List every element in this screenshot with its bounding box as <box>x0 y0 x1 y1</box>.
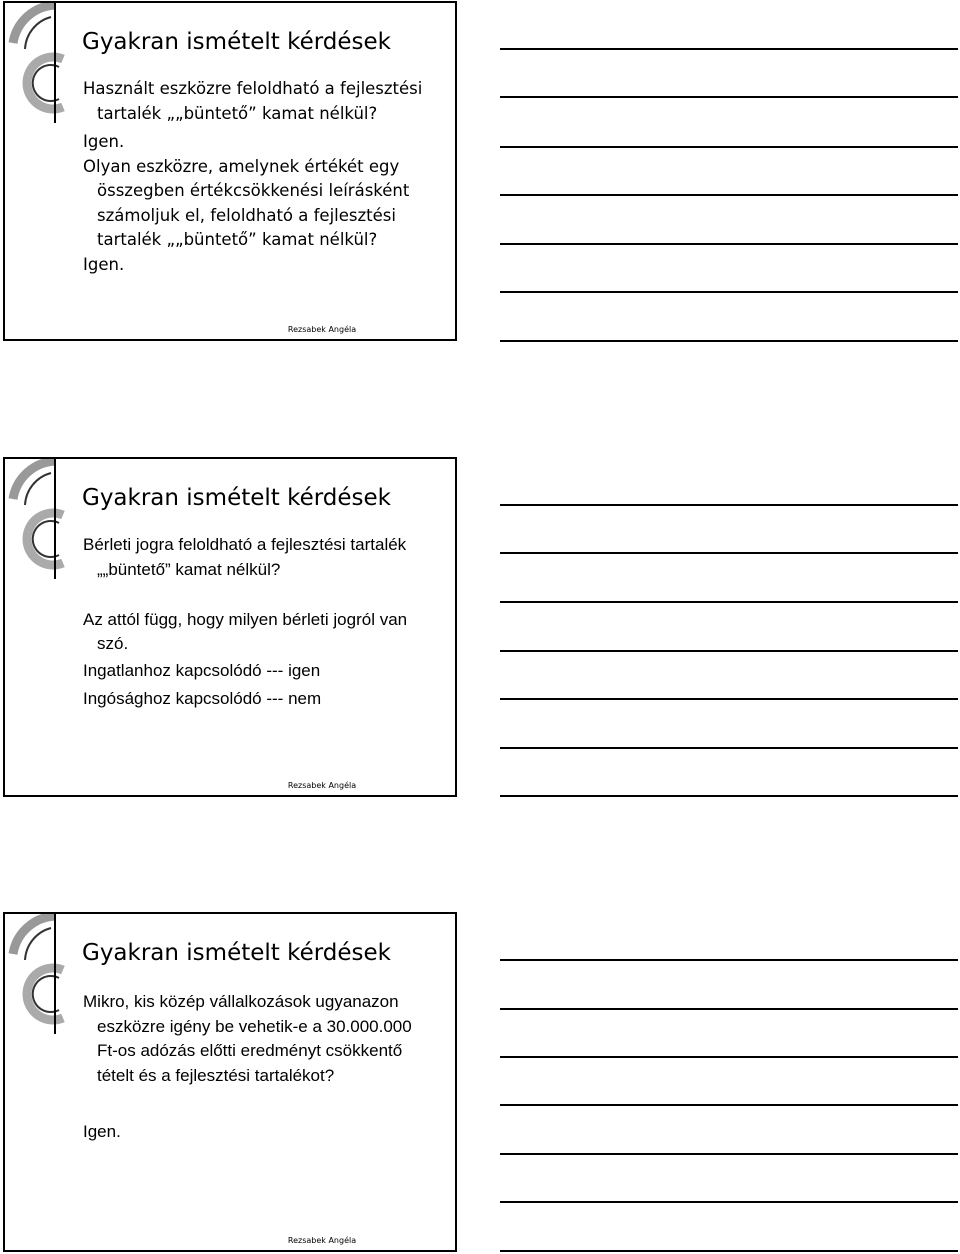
body-line: Igen. <box>83 132 125 151</box>
note-line <box>500 504 958 506</box>
note-line <box>500 48 958 50</box>
body-line: Olyan eszközre, amelynek értékét egy <box>83 156 400 176</box>
slide-3 <box>3 912 457 1252</box>
decorative-circles-icon <box>5 914 67 1034</box>
body-line: Az attól függ, hogy milyen bérleti jogról van <box>83 610 408 629</box>
slide-title: Gyakran ismételt kérdések <box>82 940 392 966</box>
body-line: számoljuk el, feloldható a fejlesztési <box>97 205 396 225</box>
note-line <box>500 194 958 196</box>
body-line: Igen. <box>83 254 125 274</box>
decorative-circles-icon <box>5 3 67 123</box>
note-line <box>500 340 958 342</box>
note-line <box>500 291 958 293</box>
body-line: Mikro, kis közép vállalkozások ugyanazon <box>83 992 399 1011</box>
note-line <box>500 146 958 148</box>
slide-footer: Rezsabek Angéla <box>287 325 357 334</box>
note-line <box>500 1056 958 1058</box>
slide-body <box>83 533 407 712</box>
note-line <box>500 1153 958 1155</box>
body-line: Használt eszközre feloldható a fejlesztési <box>83 79 423 98</box>
body-line: Bérleti jogra feloldható a fejlesztési tartalék <box>83 535 407 554</box>
note-line <box>500 601 958 603</box>
note-line <box>500 795 958 797</box>
note-line <box>500 698 958 700</box>
body-line: Ingatlanhoz kapcsolódó --- igen <box>83 660 321 680</box>
slide-2 <box>3 457 457 797</box>
body-line: Ft-os adózás előtti eredményt csökkentő <box>97 1041 403 1060</box>
body-line: tartalék „„büntető” kamat nélkül? <box>97 103 378 123</box>
slide-title: Gyakran ismételt kérdések <box>82 485 392 511</box>
body-line: „„büntető” kamat nélkül? <box>97 559 281 579</box>
body-line: Igen. <box>83 1122 121 1141</box>
note-line <box>500 747 958 749</box>
note-line <box>500 243 958 245</box>
body-line: összegben értékcsökkenési leírásként <box>97 181 410 200</box>
note-line <box>500 959 958 961</box>
body-line: tartalék „„büntető” kamat nélkül? <box>97 230 378 249</box>
body-line: eszközre igény be vehetik-e a 30.000.000 <box>97 1016 412 1036</box>
body-line: tételt és a fejlesztési tartalékot? <box>97 1065 335 1085</box>
slide-footer: Rezsabek Angéla <box>287 1236 357 1245</box>
note-line <box>500 552 958 554</box>
note-line <box>500 650 958 652</box>
body-line: szó. <box>97 633 129 653</box>
slide-body <box>83 990 412 1145</box>
slide-footer: Rezsabek Angéla <box>287 781 357 790</box>
body-line: Ingósághoz kapcsolódó --- nem <box>83 689 322 708</box>
note-line <box>500 1201 958 1203</box>
note-line <box>500 96 958 98</box>
slide-body <box>83 77 422 277</box>
slide-title: Gyakran ismételt kérdések <box>82 29 392 55</box>
slide-1 <box>3 1 457 341</box>
decorative-circles-icon <box>5 459 67 579</box>
note-line <box>500 1250 958 1252</box>
note-line <box>500 1104 958 1106</box>
note-line <box>500 1008 958 1010</box>
